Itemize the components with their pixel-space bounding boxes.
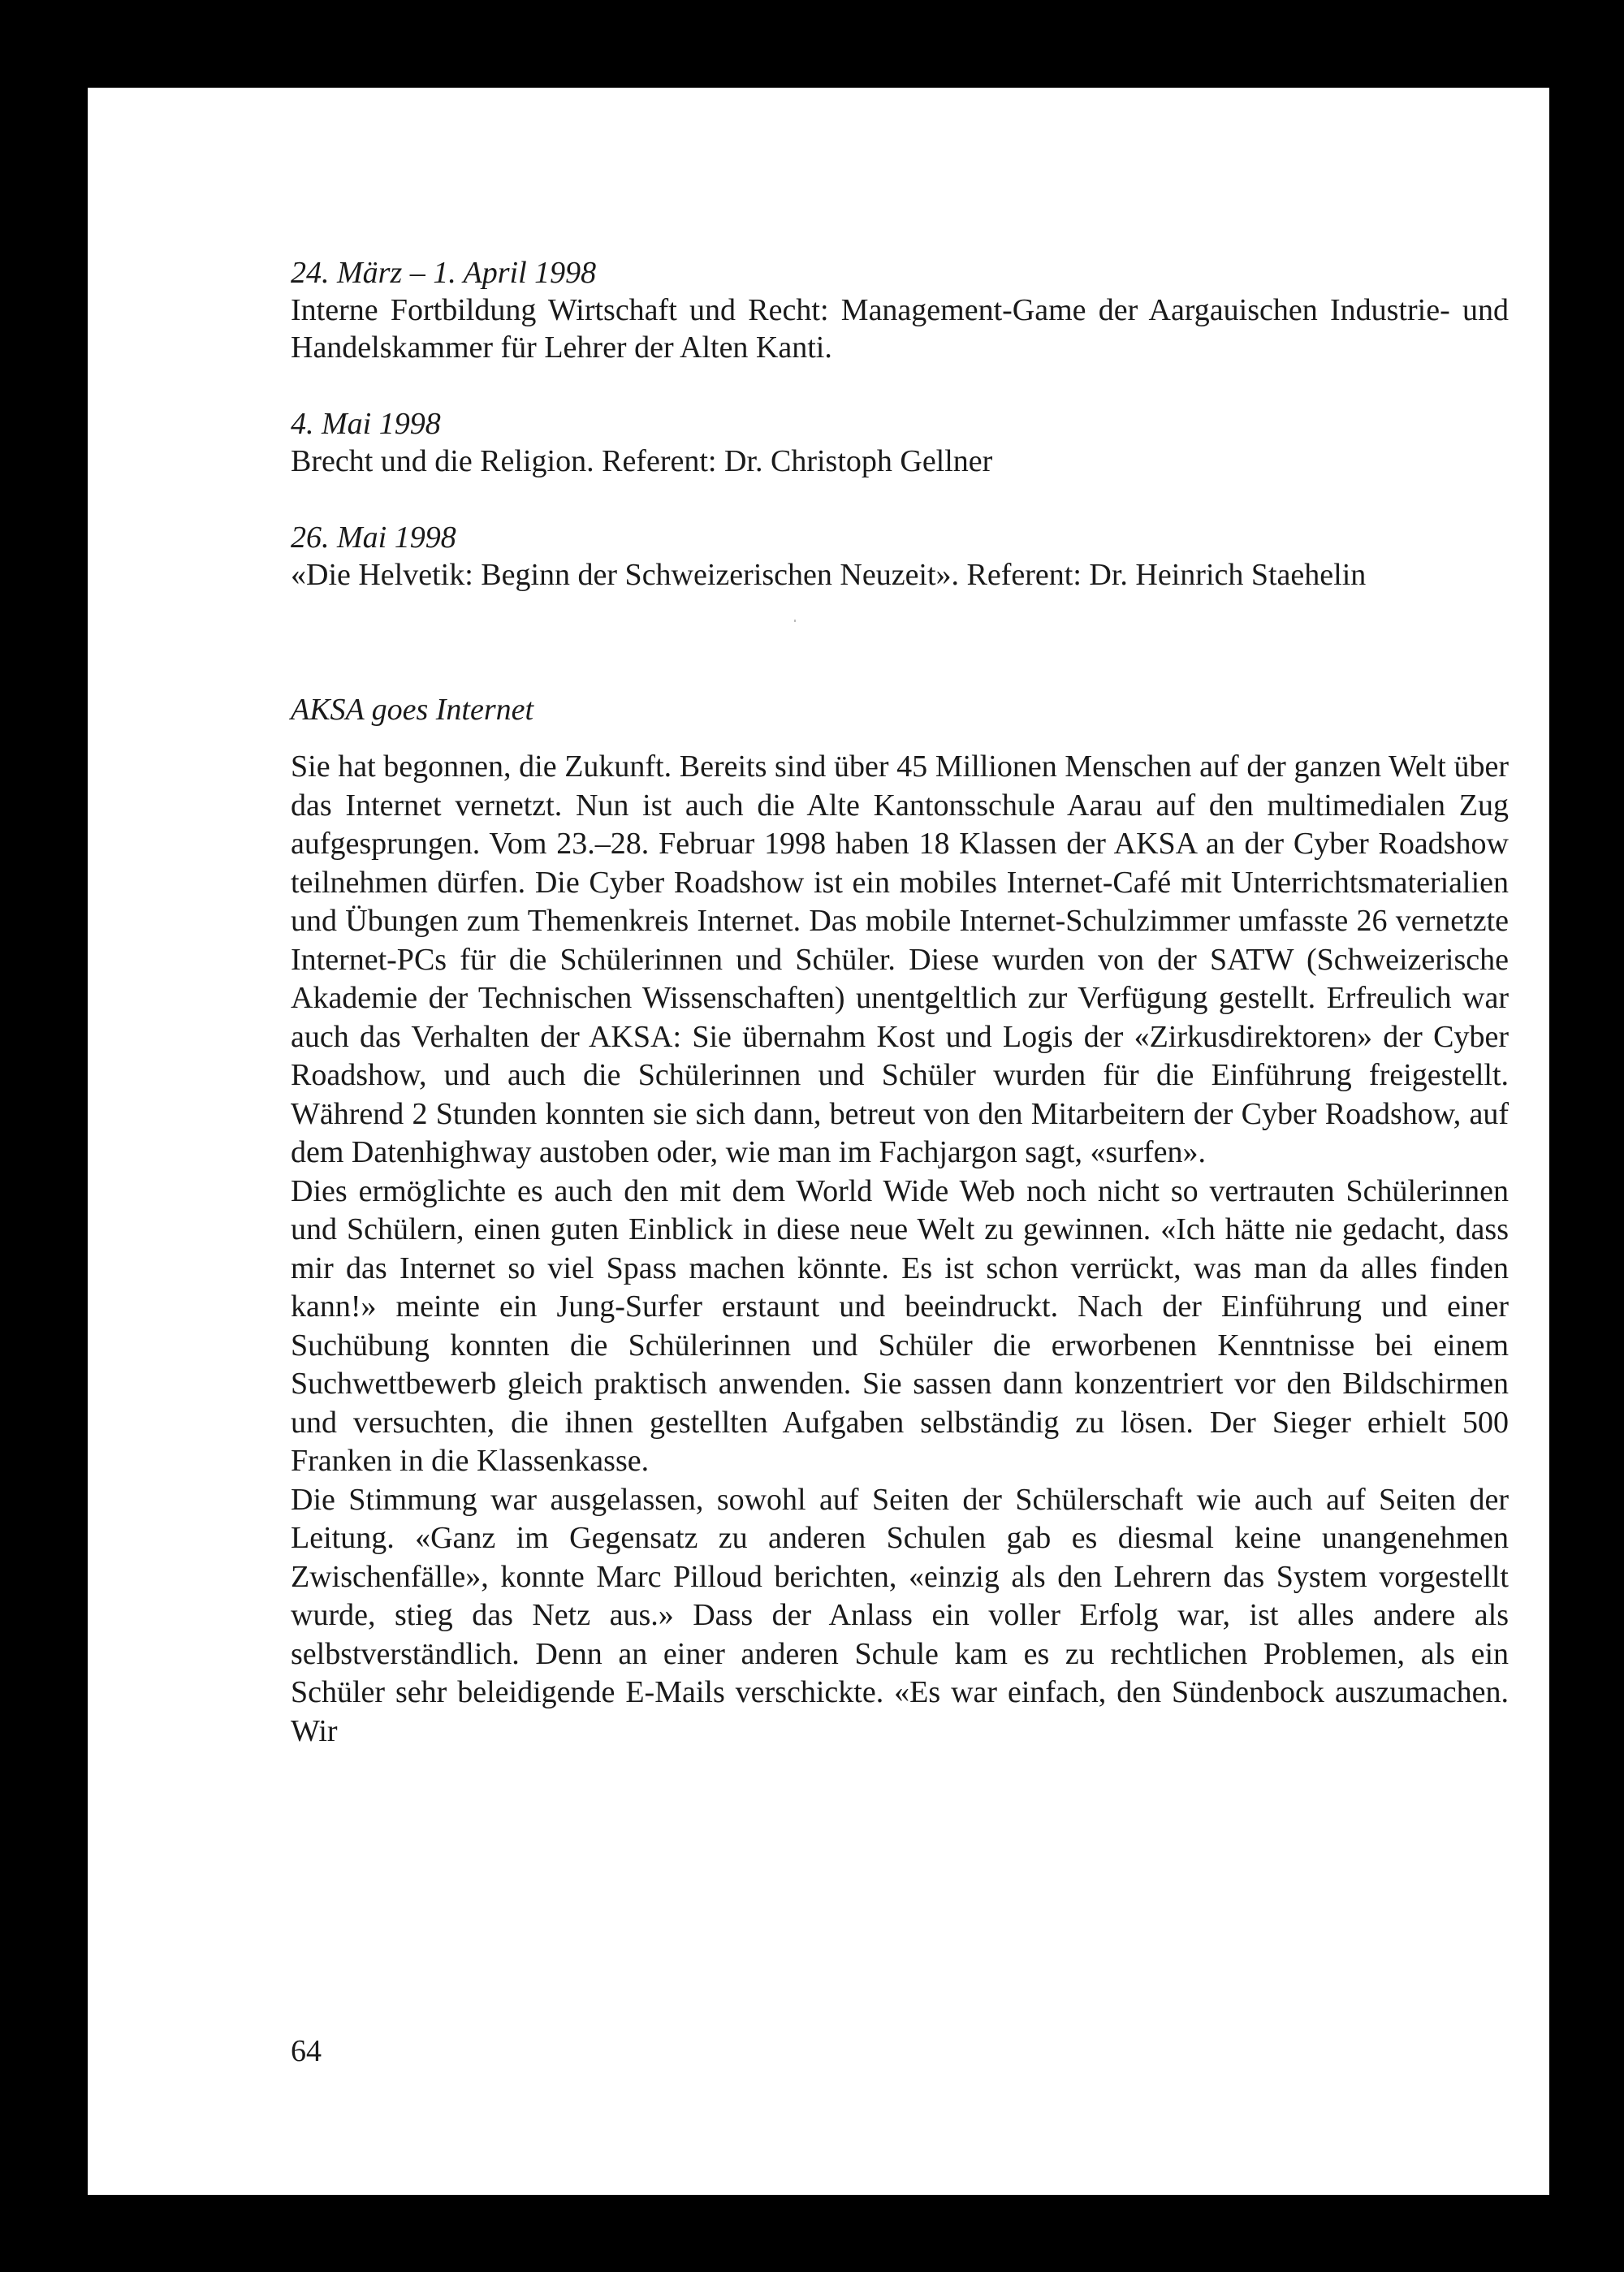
- event-description: Interne Fortbildung Wirtschaft und Recht: Management-Game der Aargauischen Industrie- und Handelskammer für Lehrer der Alten Kanti.: [291, 293, 1509, 365]
- document-page: [88, 88, 1549, 2195]
- page-number: 64: [291, 2034, 322, 2068]
- scan-speck: [794, 620, 796, 622]
- event-entry: [291, 254, 1509, 366]
- event-entry: [291, 405, 1509, 480]
- event-date: 4. Mai 1998: [291, 407, 441, 441]
- event-description: Brecht und die Religion. Referent: Dr. Christoph Gellner: [291, 444, 993, 478]
- event-description: «Die Helvetik: Beginn der Schweizerischen Neuzeit». Referent: Dr. Heinrich Staehelin: [291, 558, 1367, 592]
- page-content: [291, 254, 1509, 1751]
- section-paragraph: Sie hat begonnen, die Zukunft. Bereits sind über 45 Millionen Menschen auf der ganzen Welt über das Internet vernetzt. Nun ist auch die Alte Kantonsschule Aarau auf den multimedialen Zug aufgesprungen. Vom 23.–28. Februar 1998 haben 18 Klassen der AKSA an der Cyber Roadshow teilnehmen dürfen. Die Cyber Roadshow ist ein mobiles Internet-Café mit Unterrichtsmaterialien und Übungen zum Themenkreis Internet. Das mobile Internet-Schulzimmer umfasste 26 vernetzte Internet-PCs für die Schülerinnen und Schüler. Diese wurden von der SATW (Schweizerische Akademie der Technischen Wissenschaften) unentgeltlich zur Verfügung gestellt. Erfreulich war auch das Verhalten der AKSA: Sie übernahm Kost und Logis der «Zirkusdirektoren» der Cyber Roadshow, und auch die Schülerinnen und Schüler wurden für die Einführung freigestellt. Während 2 Stunden konnten sie sich dann, betreut von den Mitarbeitern der Cyber Roadshow, auf dem Datenhighway austoben oder, wie man im Fachjargon sagt, «surfen».: [291, 749, 1509, 1169]
- section-title: AKSA goes Internet: [291, 693, 534, 727]
- event-date: 26. Mai 1998: [291, 520, 456, 555]
- event-entry: [291, 519, 1509, 594]
- section-paragraph: Dies ermöglichte es auch den mit dem World Wide Web noch nicht so vertrauten Schülerinnen und Schülern, einen guten Einblick in diese neue Welt zu gewinnen. «Ich hätte nie gedacht, dass mir das Internet so viel Spass machen könnte. Es ist schon verrückt, was man da alles finden kann!» meinte ein Jung-Surfer erstaunt und beeindruckt. Nach der Einführung und einer Suchübung konnten die Schülerinnen und Schüler die erworbenen Kenntnisse bei einem Suchwettbewerb gleich praktisch anwenden. Sie sassen dann konzentriert vor den Bildschirmen und versuchten, die ihnen gestellten Aufgaben selbständig zu lösen. Der Sieger erhielt 500 Franken in die Klassenkasse.: [291, 1173, 1509, 1478]
- section-paragraph: Die Stimmung war ausgelassen, sowohl auf Seiten der Schülerschaft wie auch auf Seiten der Leitung. «Ganz im Gegensatz zu anderen Schulen gab es diesmal keine unangenehmen Zwischenfälle», konnte Marc Pilloud berichten, «einzig als den Lehrern das System vorgestellt wurde, stieg das Netz aus.» Dass der Anlass ein voller Erfolg war, ist alles andere als selbstverständlich. Denn an einer anderen Schule kam es zu rechtlichen Problemen, als ein Schüler sehr beleidigende E-Mails verschickte. «Es war einfach, den Sündenbock auszumachen. Wir: [291, 1482, 1509, 1748]
- event-date: 24. März – 1. April 1998: [291, 256, 597, 290]
